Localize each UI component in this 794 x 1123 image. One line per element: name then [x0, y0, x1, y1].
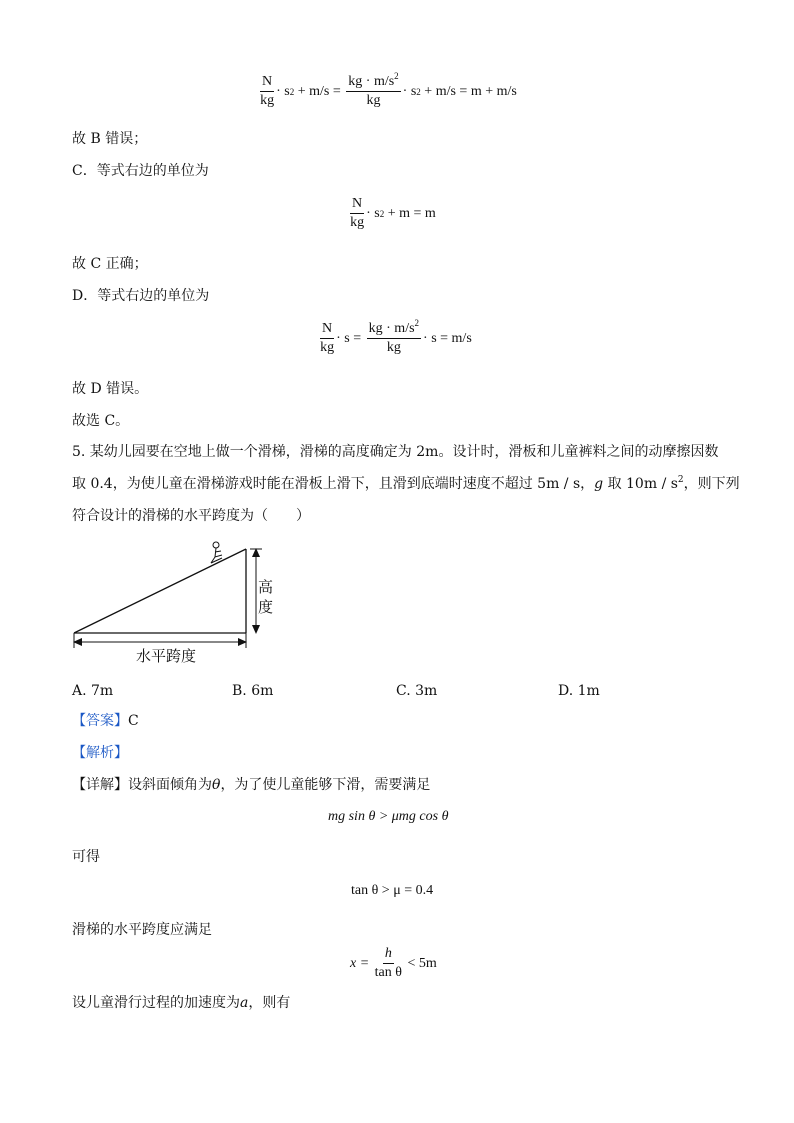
text-line: 故 D 错误。: [72, 381, 149, 397]
eq-text: · s =: [336, 330, 365, 346]
fraction: [367, 318, 421, 356]
fraction: [346, 71, 400, 109]
numerator: N: [350, 196, 364, 214]
height-label-char: 度: [258, 598, 274, 616]
eq-text: · s: [276, 83, 290, 99]
text-line: C．等式右边的单位为: [72, 163, 209, 179]
option-b: B. 6m: [232, 683, 274, 699]
option-a: A. 7m: [72, 683, 114, 699]
text-line: D．等式右边的单位为: [72, 288, 210, 304]
detail-tag: 【详解】: [72, 777, 128, 793]
q5-var-g: g: [594, 476, 604, 492]
accel-line: [72, 994, 290, 1012]
numerator-text: kg · m/s: [368, 321, 415, 336]
option-c: C. 3m: [396, 683, 438, 699]
question-5-line-3: 符合设计的滑梯的水平跨度为（ ）: [72, 508, 310, 524]
equation-units-c: $\frac{N}{kg}$ · s 2 + m = m: [350, 196, 436, 230]
accel-var: a: [240, 995, 249, 1011]
numerator: N: [260, 74, 274, 92]
arrow-head-down: [252, 625, 260, 634]
answer-line: [72, 712, 139, 730]
equation-units-d: [318, 318, 472, 356]
theta-symbol: θ: [212, 777, 221, 793]
text-line: 故选 C。: [72, 413, 130, 429]
denominator: kg: [260, 93, 275, 108]
denominator: kg: [320, 340, 335, 355]
eq-text: + m = m: [384, 205, 436, 221]
answer-value: C: [128, 713, 139, 729]
eq-text: · s: [366, 205, 380, 221]
eq-text: · s: [402, 83, 417, 99]
text-line: 可得: [72, 849, 100, 865]
q5-text: 取 10m / s: [603, 476, 678, 492]
slope-line: [74, 549, 246, 633]
eq-text: · s = m/s: [423, 330, 472, 346]
exponent: 2: [394, 71, 399, 81]
analysis-tag-text: 【解析】: [72, 745, 128, 761]
numerator-text: kg · m/s: [348, 74, 395, 89]
exponent: 2: [677, 475, 684, 485]
option-d: D. 1m: [558, 683, 600, 699]
fraction: [375, 946, 402, 981]
denominator: kg: [386, 340, 401, 355]
question-5-line-1: 5. 某幼儿园要在空地上做一个滑梯，滑梯的高度确定为 2m。设计时，滑板和儿童裤料之间的动摩擦因数: [72, 444, 719, 460]
text-line: 故 C 正确；: [72, 256, 148, 272]
equation-inequality-1: mg sin θ > μmg cos θ: [328, 809, 449, 824]
numerator: N: [320, 321, 334, 339]
text-line: 滑梯的水平跨度应满足: [72, 922, 212, 938]
eq-text: x =: [350, 955, 373, 971]
text-line: 故 B 错误；: [72, 131, 148, 147]
fraction: [320, 321, 334, 356]
height-label-char: 高: [258, 578, 274, 596]
denominator: tan θ: [374, 965, 402, 980]
q5-text: ，则下列: [683, 476, 740, 492]
height-label: [258, 577, 273, 617]
detail-text: ，为了使儿童能够下滑，需要满足: [220, 777, 431, 793]
equation-units-b: $\frac{N}{kg}$ · s 2 + m/s = $\frac{kg \cdot m/s^2}{kg}$ · s 2 + m/s = m + m/s: [260, 71, 517, 108]
exponent: 2: [414, 318, 420, 328]
child-icon: [211, 542, 222, 563]
eq-text: < 5m: [403, 955, 437, 971]
accel-text: ，则有: [248, 995, 291, 1011]
eq-text: + m/s =: [294, 83, 345, 99]
answer-tag: 【答案】: [72, 713, 128, 729]
numerator: [367, 318, 421, 339]
span-label: 水平跨度: [136, 647, 197, 665]
accel-text: 设儿童滑行过程的加速度为: [72, 995, 240, 1011]
detail-text: 设斜面倾角为: [128, 777, 212, 793]
equation-span-limit: [350, 946, 437, 981]
numerator: [346, 71, 400, 92]
detail-line: [72, 776, 430, 794]
analysis-tag: [72, 744, 128, 762]
fraction: [260, 74, 274, 109]
q5-text: 取 0.4，为使儿童在滑梯游戏时能在滑板上滑下，且滑到底端时速度不超过 5m / s，: [72, 476, 595, 492]
equation-inequality-2: tan θ > μ = 0.4: [351, 883, 434, 898]
question-5-line-2: [72, 475, 740, 493]
denominator: kg: [350, 215, 365, 230]
fraction: [350, 196, 364, 231]
denominator: kg: [366, 93, 381, 108]
numerator: h: [383, 946, 394, 964]
eq-text: + m/s = m + m/s: [420, 83, 517, 99]
